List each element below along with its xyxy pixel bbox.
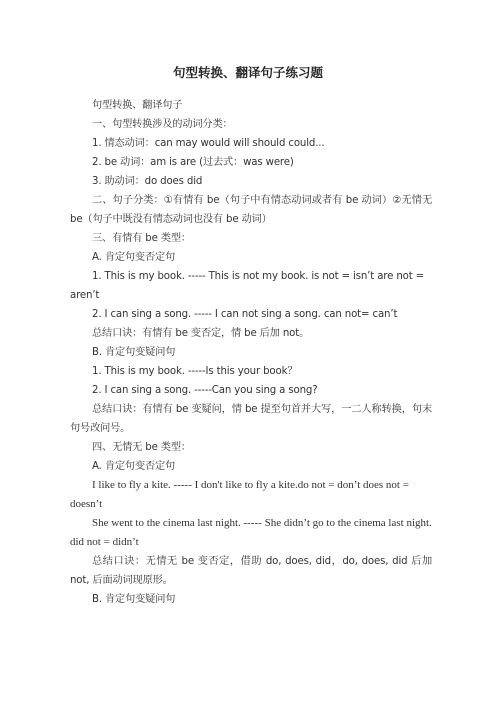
paragraph: 1. 情态动词：can may would will should could...	[92, 138, 325, 149]
paragraph: B. 肯定句变疑问句	[92, 594, 176, 605]
paragraph: She went to the cinema last night. ----- She didn’t go to the cinema last night. did not = didn’t	[70, 517, 432, 548]
paragraph: 2. I can sing a song. ----- I can not sing a song. can not= can’t	[92, 309, 398, 320]
paragraph: 四、无情无 be 类型：	[92, 442, 191, 453]
paragraph: 1. This is my book. ----- This is not my book. is not = isn’t are not = aren’t	[70, 271, 425, 301]
paragraph: A. 肯定句变否定句	[92, 252, 176, 263]
paragraph: 二、句子分类：①有情有 be（句子中有情态动词或者有 be 动词）②无情无 be（句子中既没有情态动词也没有 be 动词）	[70, 195, 432, 225]
paragraph: 句型转换、翻译句子	[92, 100, 183, 111]
document-title: 句型转换、翻译句子练习题	[172, 65, 323, 80]
paragraph: 总结口诀：有情有 be 变疑问，情 be 提至句首并大写，一二人称转换，句末句号改问号。	[70, 404, 432, 434]
paragraph: 1. This is my book. -----Is this your book？	[92, 366, 298, 377]
paragraph: 总结口诀：有情有 be 变否定，情 be 后加 not。	[92, 328, 310, 339]
paragraph: 2. be 动词：am is are (过去式：was were)	[92, 157, 294, 168]
paragraph: A. 肯定句变否定句	[92, 461, 176, 472]
paragraph: B. 肯定句变疑问句	[92, 347, 176, 358]
paragraph: 一、句型转换涉及的动词分类：	[92, 119, 233, 130]
paragraph: I like to fly a kite. ----- I don't like to fly a kite.do not = don’t does not = doesn’t	[70, 479, 409, 510]
paragraph: 2. I can sing a song. -----Can you sing a song?	[92, 385, 318, 396]
document-body	[70, 96, 432, 609]
paragraph: 三、有情有 be 类型：	[92, 233, 191, 244]
paragraph: 3. 助动词：do does did	[92, 176, 203, 187]
paragraph: 总结口诀：无情无 be 变否定，借助 do, does, did，do, does, did 后加 not, 后面动词现原形。	[70, 556, 432, 586]
